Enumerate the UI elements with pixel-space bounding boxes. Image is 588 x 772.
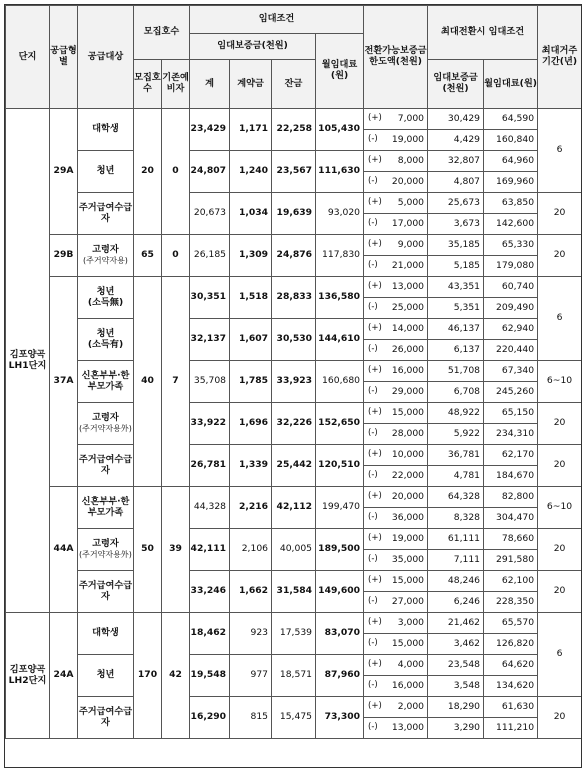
total-cell: 16,290 <box>190 697 230 739</box>
down-cell: 1,785 <box>230 361 272 403</box>
total-cell: 35,708 <box>190 361 230 403</box>
total-cell: 42,111 <box>190 529 230 571</box>
conv-rent: 62,170 <box>484 445 538 466</box>
years-cell: 6 <box>538 109 582 193</box>
supply-type-cell: 37A <box>50 277 78 487</box>
conv-sign: (-) <box>364 298 388 319</box>
conv-deposit: 30,429 <box>428 109 484 130</box>
balance-cell: 22,258 <box>272 109 316 151</box>
conv-deposit: 36,781 <box>428 445 484 466</box>
conv-deposit: 25,673 <box>428 193 484 214</box>
balance-cell: 23,567 <box>272 151 316 193</box>
conv-sign: (-) <box>364 340 388 361</box>
conv-deposit: 46,137 <box>428 319 484 340</box>
conv-sign: (-) <box>364 508 388 529</box>
header-down-payment: 계약금 <box>230 60 272 109</box>
header-conv-rent: 월임대료(원) <box>484 60 538 109</box>
years-cell: 20 <box>538 445 582 487</box>
target-cell <box>78 529 134 571</box>
conv-rent: 220,440 <box>484 340 538 361</box>
rent-cell: 136,580 <box>316 277 364 319</box>
balance-cell: 40,005 <box>272 529 316 571</box>
conv-deposit: 23,548 <box>428 655 484 676</box>
target-cell: 주거급여수급자 <box>78 571 134 613</box>
table-row <box>6 529 582 550</box>
conv-sign: (+) <box>364 571 388 592</box>
conv-amount: 26,000 <box>388 340 428 361</box>
conv-amount: 19,000 <box>388 130 428 151</box>
conv-sign: (-) <box>364 634 388 655</box>
conv-deposit: 35,185 <box>428 235 484 256</box>
target-label: 청년 <box>96 285 115 297</box>
header-complex: 단지 <box>6 6 50 109</box>
conv-sign: (+) <box>364 613 388 634</box>
years-cell: 20 <box>538 571 582 613</box>
table-row <box>6 109 582 130</box>
down-cell: 1,607 <box>230 319 272 361</box>
balance-cell: 42,112 <box>272 487 316 529</box>
years-cell: 20 <box>538 235 582 277</box>
header-recruit: 모집호수 <box>134 6 190 60</box>
conv-amount: 20,000 <box>388 172 428 193</box>
rent-cell: 93,020 <box>316 193 364 235</box>
header-conv-deposit: 임대보증금(천원) <box>428 60 484 109</box>
balance-cell: 15,475 <box>272 697 316 739</box>
conv-rent: 64,590 <box>484 109 538 130</box>
total-cell: 19,548 <box>190 655 230 697</box>
conv-amount: 9,000 <box>388 235 428 256</box>
conv-rent: 64,620 <box>484 655 538 676</box>
conv-rent: 134,620 <box>484 676 538 697</box>
rent-cell: 73,300 <box>316 697 364 739</box>
conv-deposit: 5,922 <box>428 424 484 445</box>
conv-rent: 65,570 <box>484 613 538 634</box>
down-cell: 1,518 <box>230 277 272 319</box>
table-row <box>6 487 582 508</box>
table-row <box>6 151 582 172</box>
balance-cell: 31,584 <box>272 571 316 613</box>
header-supply-type: 공급형별 <box>50 6 78 109</box>
conv-amount: 16,000 <box>388 676 428 697</box>
down-cell: 1,171 <box>230 109 272 151</box>
conv-deposit: 48,922 <box>428 403 484 424</box>
rent-cell: 117,830 <box>316 235 364 277</box>
table-row <box>6 571 582 592</box>
target-cell <box>78 277 134 319</box>
conv-sign: (-) <box>364 718 388 739</box>
down-cell: 1,662 <box>230 571 272 613</box>
conv-sign: (+) <box>364 487 388 508</box>
target-cell: 신혼부부·한부모가족 <box>78 487 134 529</box>
header-max-conversion: 최대전환시 임대조건 <box>428 6 538 60</box>
complex-cell: 김포양곡LH1단지 <box>6 109 50 613</box>
balance-cell: 19,639 <box>272 193 316 235</box>
header-convertible: 전환가능보증금한도액(천원) <box>364 6 428 109</box>
table-row <box>6 277 582 298</box>
total-cell: 32,137 <box>190 319 230 361</box>
conv-rent: 245,260 <box>484 382 538 403</box>
down-cell: 1,240 <box>230 151 272 193</box>
conv-sign: (-) <box>364 256 388 277</box>
waitlist-cell: 0 <box>162 109 190 235</box>
conv-rent: 209,490 <box>484 298 538 319</box>
conv-deposit: 3,548 <box>428 676 484 697</box>
table-header <box>6 6 582 109</box>
conv-deposit: 3,673 <box>428 214 484 235</box>
recruit-cell: 20 <box>134 109 162 235</box>
table-row <box>6 361 582 382</box>
target-label: 고령자 <box>92 537 119 549</box>
conv-deposit: 32,807 <box>428 151 484 172</box>
conv-deposit: 4,781 <box>428 466 484 487</box>
conv-deposit: 6,246 <box>428 592 484 613</box>
years-cell: 6 <box>538 277 582 361</box>
conv-sign: (-) <box>364 550 388 571</box>
conv-amount: 15,000 <box>388 634 428 655</box>
header-rent-terms: 임대조건 <box>190 6 364 34</box>
rental-terms-table-frame <box>4 4 582 768</box>
conv-deposit: 4,807 <box>428 172 484 193</box>
table-row <box>6 655 582 676</box>
header-recruit-count: 모집호수 <box>134 60 162 109</box>
conv-rent: 160,840 <box>484 130 538 151</box>
conv-rent: 228,350 <box>484 592 538 613</box>
supply-type-cell: 29B <box>50 235 78 277</box>
conv-rent: 142,600 <box>484 214 538 235</box>
conv-rent: 64,960 <box>484 151 538 172</box>
conv-rent: 60,740 <box>484 277 538 298</box>
down-cell: 2,106 <box>230 529 272 571</box>
conv-amount: 5,000 <box>388 193 428 214</box>
conv-sign: (+) <box>364 361 388 382</box>
down-cell: 1,696 <box>230 403 272 445</box>
conv-rent: 234,310 <box>484 424 538 445</box>
target-cell <box>78 319 134 361</box>
years-cell: 20 <box>538 193 582 235</box>
table-row <box>6 319 582 340</box>
conv-sign: (+) <box>364 319 388 340</box>
rent-cell: 105,430 <box>316 109 364 151</box>
supply-type-cell: 24A <box>50 613 78 739</box>
conv-amount: 29,000 <box>388 382 428 403</box>
rent-cell: 160,680 <box>316 361 364 403</box>
total-cell: 18,462 <box>190 613 230 655</box>
table-row <box>6 445 582 466</box>
conv-rent: 82,800 <box>484 487 538 508</box>
conv-amount: 13,000 <box>388 277 428 298</box>
table-body <box>6 109 582 739</box>
target-sub-label: (주거약자용外) <box>79 423 132 433</box>
conv-deposit: 43,351 <box>428 277 484 298</box>
conv-deposit: 4,429 <box>428 130 484 151</box>
conv-rent: 65,150 <box>484 403 538 424</box>
conv-amount: 17,000 <box>388 214 428 235</box>
conv-sign: (+) <box>364 151 388 172</box>
target-sub-label: (소득無) <box>87 296 124 308</box>
conv-deposit: 5,185 <box>428 256 484 277</box>
conv-deposit: 18,290 <box>428 697 484 718</box>
conv-amount: 25,000 <box>388 298 428 319</box>
waitlist-cell: 7 <box>162 277 190 487</box>
target-label: 청년 <box>96 327 115 339</box>
conv-sign: (-) <box>364 466 388 487</box>
conv-amount: 16,000 <box>388 361 428 382</box>
supply-type-cell: 44A <box>50 487 78 613</box>
header-balance: 잔금 <box>272 60 316 109</box>
conv-sign: (+) <box>364 445 388 466</box>
balance-cell: 30,530 <box>272 319 316 361</box>
header-supply-target: 공급대상 <box>78 6 134 109</box>
conv-deposit: 51,708 <box>428 361 484 382</box>
down-cell: 1,034 <box>230 193 272 235</box>
rental-terms-table <box>5 5 582 739</box>
table-row <box>6 235 582 256</box>
conv-deposit: 6,137 <box>428 340 484 361</box>
conv-sign: (-) <box>364 214 388 235</box>
years-cell: 6 <box>538 613 582 697</box>
total-cell: 24,807 <box>190 151 230 193</box>
conv-rent: 63,850 <box>484 193 538 214</box>
target-cell: 대학생 <box>78 109 134 151</box>
conv-deposit: 5,351 <box>428 298 484 319</box>
conv-sign: (+) <box>364 193 388 214</box>
target-cell: 청년 <box>78 151 134 193</box>
conv-rent: 291,580 <box>484 550 538 571</box>
conv-deposit: 3,462 <box>428 634 484 655</box>
header-max-residence: 최대거주기간(년) <box>538 6 582 109</box>
recruit-cell: 50 <box>134 487 162 613</box>
conv-deposit: 7,111 <box>428 550 484 571</box>
conv-amount: 15,000 <box>388 571 428 592</box>
conv-sign: (+) <box>364 235 388 256</box>
target-cell: 주거급여수급자 <box>78 445 134 487</box>
header-monthly-rent: 월임대료(원) <box>316 34 364 109</box>
conv-amount: 35,000 <box>388 550 428 571</box>
conv-rent: 184,670 <box>484 466 538 487</box>
recruit-cell: 40 <box>134 277 162 487</box>
total-cell: 26,185 <box>190 235 230 277</box>
complex-cell: 김포양곡LH2단지 <box>6 613 50 739</box>
rent-cell: 189,500 <box>316 529 364 571</box>
rent-cell: 87,960 <box>316 655 364 697</box>
rent-cell: 83,070 <box>316 613 364 655</box>
target-sub-label: (소득有) <box>87 338 124 350</box>
conv-sign: (-) <box>364 172 388 193</box>
total-cell: 44,328 <box>190 487 230 529</box>
years-cell: 20 <box>538 403 582 445</box>
conv-amount: 19,000 <box>388 529 428 550</box>
balance-cell: 17,539 <box>272 613 316 655</box>
target-label: 고령자 <box>92 243 119 255</box>
balance-cell: 33,923 <box>272 361 316 403</box>
conv-rent: 169,960 <box>484 172 538 193</box>
rent-cell: 111,630 <box>316 151 364 193</box>
target-sub-label: (주거약자용) <box>83 255 128 265</box>
balance-cell: 32,226 <box>272 403 316 445</box>
target-cell: 주거급여수급자 <box>78 193 134 235</box>
balance-cell: 25,442 <box>272 445 316 487</box>
recruit-cell: 65 <box>134 235 162 277</box>
conv-amount: 10,000 <box>388 445 428 466</box>
table-row <box>6 403 582 424</box>
conv-deposit: 6,708 <box>428 382 484 403</box>
years-cell: 20 <box>538 697 582 739</box>
conv-rent: 67,340 <box>484 361 538 382</box>
conv-sign: (-) <box>364 592 388 613</box>
conv-rent: 62,940 <box>484 319 538 340</box>
conv-sign: (+) <box>364 529 388 550</box>
conv-amount: 14,000 <box>388 319 428 340</box>
waitlist-cell: 39 <box>162 487 190 613</box>
rent-cell: 120,510 <box>316 445 364 487</box>
conv-amount: 4,000 <box>388 655 428 676</box>
total-cell: 30,351 <box>190 277 230 319</box>
conv-rent: 111,210 <box>484 718 538 739</box>
balance-cell: 18,571 <box>272 655 316 697</box>
conv-sign: (+) <box>364 277 388 298</box>
total-cell: 33,246 <box>190 571 230 613</box>
total-cell: 20,673 <box>190 193 230 235</box>
conv-deposit: 64,328 <box>428 487 484 508</box>
balance-cell: 28,833 <box>272 277 316 319</box>
conv-deposit: 8,328 <box>428 508 484 529</box>
waitlist-cell: 0 <box>162 235 190 277</box>
down-cell: 2,216 <box>230 487 272 529</box>
balance-cell: 24,876 <box>272 235 316 277</box>
down-cell: 1,339 <box>230 445 272 487</box>
target-cell <box>78 403 134 445</box>
total-cell: 33,922 <box>190 403 230 445</box>
down-cell: 1,309 <box>230 235 272 277</box>
down-cell: 977 <box>230 655 272 697</box>
waitlist-cell: 42 <box>162 613 190 739</box>
table-row <box>6 193 582 214</box>
target-cell: 주거급여수급자 <box>78 697 134 739</box>
conv-amount: 2,000 <box>388 697 428 718</box>
header-waitlist: 기존예비자 <box>162 60 190 109</box>
rent-cell: 144,610 <box>316 319 364 361</box>
conv-rent: 179,080 <box>484 256 538 277</box>
years-cell: 20 <box>538 529 582 571</box>
rent-cell: 199,470 <box>316 487 364 529</box>
conv-rent: 62,100 <box>484 571 538 592</box>
total-cell: 23,429 <box>190 109 230 151</box>
rent-cell: 152,650 <box>316 403 364 445</box>
conv-amount: 36,000 <box>388 508 428 529</box>
conv-sign: (-) <box>364 424 388 445</box>
rent-cell: 149,600 <box>316 571 364 613</box>
conv-amount: 13,000 <box>388 718 428 739</box>
conv-sign: (+) <box>364 403 388 424</box>
conv-amount: 8,000 <box>388 151 428 172</box>
conv-deposit: 48,246 <box>428 571 484 592</box>
recruit-cell: 170 <box>134 613 162 739</box>
target-cell: 신혼부부·한부모가족 <box>78 361 134 403</box>
conv-amount: 27,000 <box>388 592 428 613</box>
conv-sign: (+) <box>364 697 388 718</box>
conv-amount: 15,000 <box>388 403 428 424</box>
conv-amount: 20,000 <box>388 487 428 508</box>
conv-rent: 61,630 <box>484 697 538 718</box>
header-deposit: 임대보증금(천원) <box>190 34 316 60</box>
conv-rent: 126,820 <box>484 634 538 655</box>
table-row <box>6 697 582 718</box>
target-cell <box>78 235 134 277</box>
conv-sign: (-) <box>364 676 388 697</box>
target-sub-label: (주거약자용外) <box>79 549 132 559</box>
conv-deposit: 21,462 <box>428 613 484 634</box>
supply-type-cell: 29A <box>50 109 78 235</box>
target-label: 고령자 <box>92 411 119 423</box>
conv-rent: 65,330 <box>484 235 538 256</box>
total-cell: 26,781 <box>190 445 230 487</box>
conv-deposit: 61,111 <box>428 529 484 550</box>
conv-rent: 304,470 <box>484 508 538 529</box>
conv-sign: (+) <box>364 109 388 130</box>
target-cell: 청년 <box>78 655 134 697</box>
conv-sign: (+) <box>364 655 388 676</box>
conv-amount: 3,000 <box>388 613 428 634</box>
down-cell: 815 <box>230 697 272 739</box>
conv-sign: (-) <box>364 382 388 403</box>
years-cell: 6~10 <box>538 361 582 403</box>
conv-rent: 78,660 <box>484 529 538 550</box>
conv-amount: 21,000 <box>388 256 428 277</box>
conv-deposit: 3,290 <box>428 718 484 739</box>
conv-amount: 28,000 <box>388 424 428 445</box>
down-cell: 923 <box>230 613 272 655</box>
target-cell: 대학생 <box>78 613 134 655</box>
table-row <box>6 613 582 634</box>
header-total: 계 <box>190 60 230 109</box>
conv-amount: 22,000 <box>388 466 428 487</box>
years-cell: 6~10 <box>538 487 582 529</box>
conv-sign: (-) <box>364 130 388 151</box>
conv-amount: 7,000 <box>388 109 428 130</box>
